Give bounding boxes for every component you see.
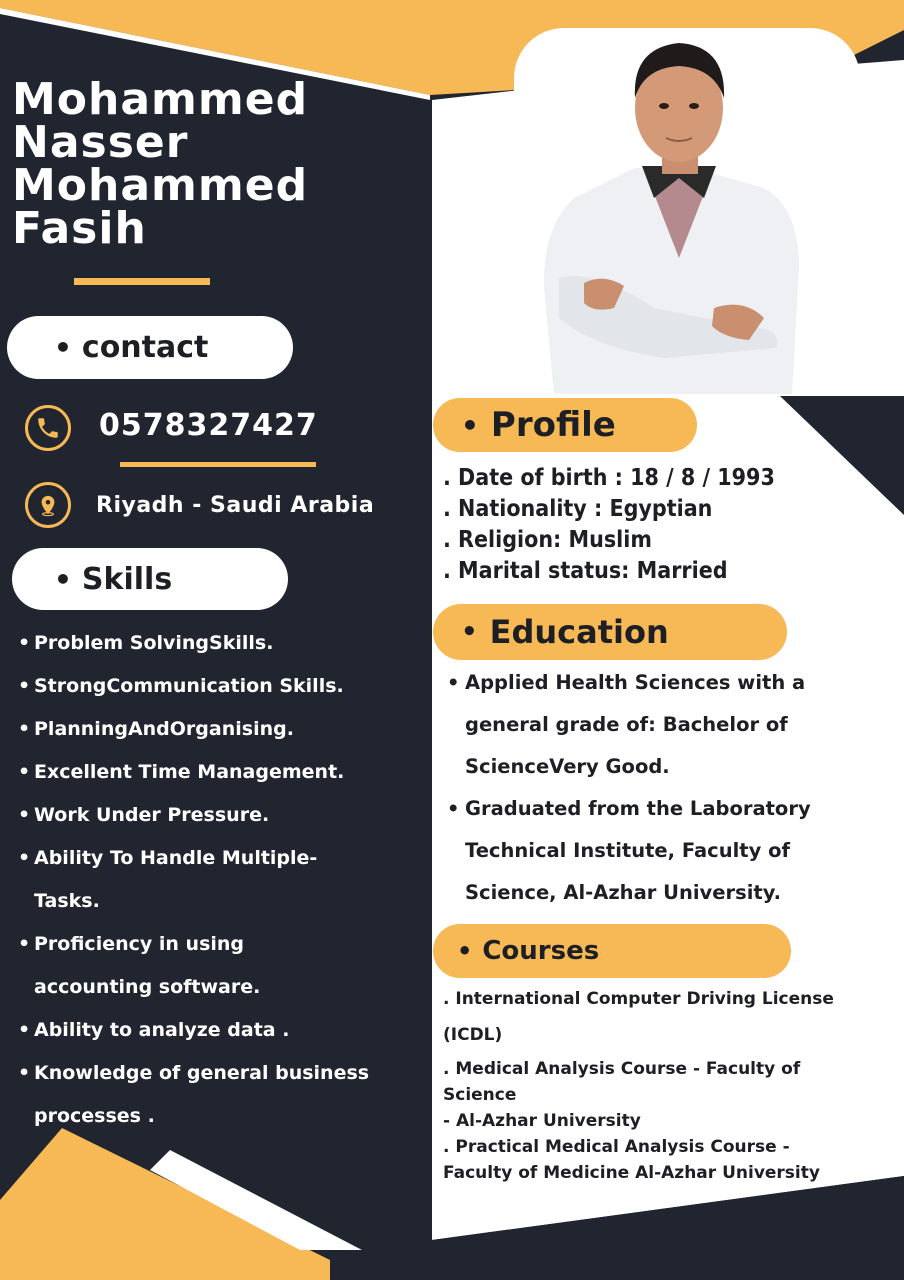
list-item: • PlanningAndOrganising.	[18, 718, 294, 740]
education-heading-bullet: •	[461, 617, 478, 647]
course-line: Faculty of Medicine Al-Azhar University	[443, 1163, 820, 1183]
skills-list	[18, 622, 418, 1138]
courses-heading-label: Courses	[482, 936, 600, 966]
list-item: • Work Under Pressure.	[18, 804, 270, 826]
contact-heading-bullet: •	[54, 331, 72, 364]
list-item: • Proficiency in using accounting software.	[18, 933, 261, 998]
course-line: . International Computer Driving License	[443, 989, 834, 1009]
name-line-3: Mohammed	[12, 160, 309, 211]
name-underline	[74, 278, 210, 285]
profile-details	[443, 463, 775, 587]
profile-marital-status: . Marital status: Married	[443, 558, 728, 584]
profile-religion: . Religion: Muslim	[443, 527, 652, 553]
contact-heading	[7, 316, 293, 379]
education-heading	[433, 604, 787, 660]
profile-heading-bullet: •	[461, 408, 479, 442]
education-list	[447, 662, 867, 914]
skills-heading-bullet: •	[54, 562, 72, 596]
list-item: • Ability To Handle Multiple- Tasks.	[18, 847, 318, 912]
phone-number: 0578327427	[99, 408, 318, 443]
profile-photo	[514, 28, 860, 394]
phone-underline	[120, 462, 316, 467]
course-line: Science	[443, 1085, 517, 1105]
skills-heading-label: Skills	[81, 561, 173, 597]
list-item: • Excellent Time Management.	[18, 761, 345, 783]
person-photo-illustration	[514, 28, 860, 394]
education-heading-label: Education	[489, 613, 669, 651]
profile-nationality: . Nationality : Egyptian	[443, 496, 713, 522]
phone-icon	[25, 405, 71, 451]
course-line: . Practical Medical Analysis Course -	[443, 1137, 790, 1157]
course-line: . Medical Analysis Course - Faculty of	[443, 1059, 801, 1079]
course-line: (ICDL)	[443, 1025, 503, 1045]
list-item: • Problem SolvingSkills.	[18, 632, 274, 654]
profile-heading-label: Profile	[490, 405, 616, 445]
profile-dob: . Date of birth : 18 / 8 / 1993	[443, 465, 775, 491]
profile-heading	[433, 398, 697, 452]
list-item: • Graduated from the Laboratory Technical Institute, Faculty of Science, Al-Azhar University.	[447, 797, 811, 904]
location-pin-icon	[25, 482, 71, 528]
person-name	[12, 74, 309, 254]
list-item: • StrongCommunication Skills.	[18, 675, 344, 697]
skills-heading	[12, 548, 288, 610]
name-line-2: Nasser	[12, 117, 189, 168]
name-line-1: Mohammed	[12, 74, 309, 125]
course-line: - Al-Azhar University	[443, 1111, 641, 1131]
name-line-4: Fasih	[12, 203, 147, 254]
courses-heading-bullet: •	[457, 937, 473, 965]
location-text: Riyadh - Saudi Arabia	[96, 493, 375, 518]
list-item: • Ability to analyze data .	[18, 1019, 290, 1041]
courses-heading	[433, 924, 791, 978]
contact-heading-label: contact	[81, 330, 209, 365]
list-item: • Knowledge of general business processes .	[18, 1062, 370, 1127]
list-item: • Applied Health Sciences with a general grade of: Bachelor of ScienceVery Good.	[447, 671, 806, 778]
courses-list	[443, 986, 883, 1186]
